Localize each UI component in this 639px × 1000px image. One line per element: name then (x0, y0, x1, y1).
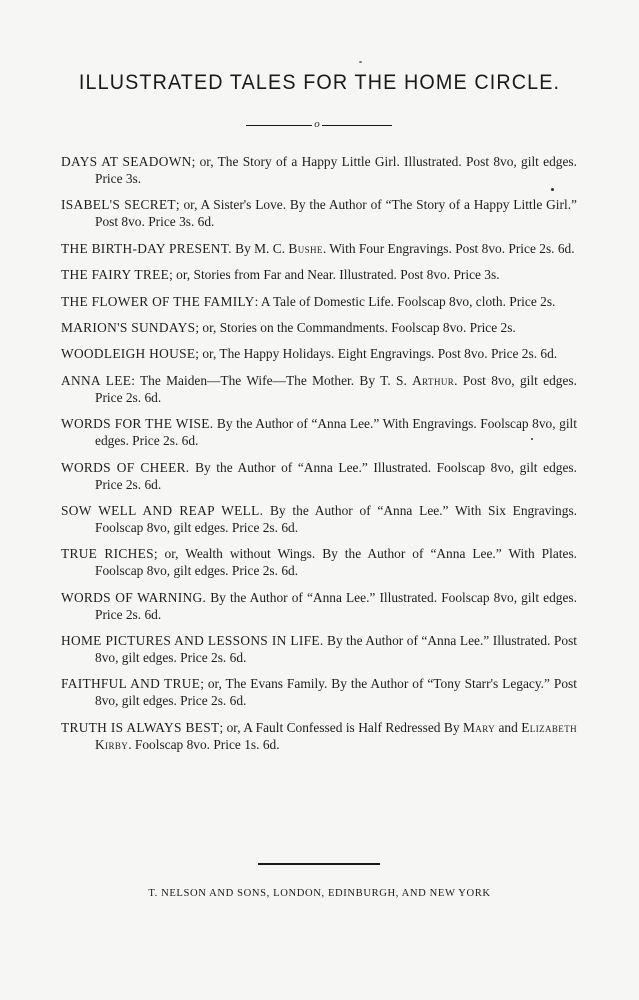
book-description: By the Author of “Anna Lee.” Illustrated. Post 8vo, gilt edges. Price 2s. 6d. (95, 633, 577, 666)
book-details: . Post 8vo, gilt edges. Price 2s. 6d. (95, 372, 577, 405)
book-description: ; or, Stories on the Commandments. Foolscap 8vo. Price 2s. (195, 319, 516, 335)
publisher-imprint: T. NELSON AND SONS, LONDON, EDINBURGH, AND NEW YORK (148, 888, 491, 899)
book-description: ; or, Wealth without Wings. By the Author of “Anna Lee.” With Plates. Foolscap 8vo, gilt edges. Price 2s. 6d. (95, 546, 577, 579)
book-author: Mary (462, 719, 495, 735)
print-speck (359, 61, 362, 63)
book-entry-woodleigh-house (61, 345, 577, 362)
book-entry-faithful-and-true (61, 675, 577, 709)
book-description: By the Author of “Anna Lee.” With Engravings. Foolscap 8vo, gilt edges. Price 2s. 6d. (95, 416, 577, 449)
print-speck (531, 438, 533, 440)
ornament-mark: o (314, 118, 320, 130)
book-title: TRUTH IS ALWAYS BEST (61, 719, 220, 735)
book-author: Elizabeth Kirby (95, 719, 577, 752)
book-description: ; or, A Sister's Love. By the Author of “The Story of a Happy Little Girl.” Post 8vo. Price 3s. 6d. (95, 197, 577, 230)
book-entry-days-at-seadown (61, 153, 577, 187)
book-title: THE FAIRY TREE (61, 267, 170, 283)
book-title: WOODLEIGH HOUSE (61, 346, 196, 362)
footer-rule (258, 863, 380, 865)
book-entry-flower-of-the-family (61, 293, 577, 310)
ornament-right-line (322, 125, 392, 126)
book-title: THE BIRTH-DAY PRESENT. (61, 240, 232, 256)
title-ornament-rule (246, 118, 392, 132)
ornament-left-line (246, 125, 312, 126)
book-description: ; or, Stories from Far and Near. Illustrated. Post 8vo. Price 3s. (169, 267, 500, 283)
book-title: ISABEL'S SECRET (61, 197, 176, 213)
book-title: WORDS FOR THE WISE. (61, 416, 214, 432)
book-entry-home-pictures (61, 632, 577, 666)
book-description: : A Tale of Domestic Life. Foolscap 8vo, cloth. Price 2s. (254, 293, 556, 309)
book-author: Arthur (412, 372, 455, 388)
book-entry-words-for-the-wise (61, 415, 577, 449)
book-description: ; or, The Evans Family. By the Author of “Tony Starr's Legacy.” Post 8vo, gilt edges. Price 2s. 6d. (95, 676, 577, 709)
book-entry-sow-well-and-reap-well (61, 502, 577, 536)
book-description: ; or, The Happy Holidays. Eight Engravings. Post 8vo. Price 2s. 6d. (195, 346, 558, 362)
book-entry-isabels-secret (61, 196, 577, 230)
book-description: : The Maiden—The Wife—The Mother. By T. S. (131, 372, 413, 388)
print-speck (551, 188, 554, 191)
book-author: Bushe (288, 240, 323, 256)
book-entry-words-of-cheer (61, 459, 577, 493)
book-title: TRUE RICHES (61, 546, 154, 562)
book-entry-anna-lee (61, 372, 577, 406)
page-title: ILLUSTRATED TALES FOR THE HOME CIRCLE. (78, 71, 561, 94)
book-details: . With Four Engravings. Post 8vo. Price 2s. 6d. (322, 240, 575, 256)
book-conjunction: and (495, 719, 522, 735)
book-title: ANNA LEE (61, 372, 132, 388)
book-description: By M. C. (231, 240, 289, 256)
book-entry-truth-is-always-best (61, 719, 577, 753)
book-title: WORDS OF CHEER. (61, 459, 190, 475)
book-entry-marions-sundays (61, 319, 577, 336)
book-title: MARION'S SUNDAYS (61, 319, 196, 335)
book-entry-fairy-tree (61, 266, 577, 283)
book-description: By the Author of “Anna Lee.” Illustrated. Foolscap 8vo, gilt edges. Price 2s. 6d. (95, 589, 577, 622)
book-details: . Foolscap 8vo. Price 1s. 6d. (128, 736, 280, 752)
book-title: SOW WELL AND REAP WELL. (61, 502, 264, 518)
book-title: WORDS OF WARNING. (61, 589, 207, 605)
book-title: THE FLOWER OF THE FAMILY (61, 293, 255, 309)
book-title: HOME PICTURES AND LESSONS IN LIFE. (61, 633, 324, 649)
book-description: ; or, A Fault Confessed is Half Redressed By (219, 719, 463, 735)
book-description: By the Author of “Anna Lee.” Illustrated. Foolscap 8vo, gilt edges. Price 2s. 6d. (95, 459, 577, 492)
book-description: ; or, The Story of a Happy Little Girl. Illustrated. Post 8vo, gilt edges. Price 3s. (95, 154, 577, 186)
book-title: DAYS AT SEADOWN (61, 154, 192, 169)
book-title: FAITHFUL AND TRUE (61, 676, 201, 692)
book-list (61, 153, 577, 762)
book-entry-birth-day-present (61, 240, 577, 257)
book-description: By the Author of “Anna Lee.” With Six Engravings. Foolscap 8vo, gilt edges. Price 2s. 6d. (95, 502, 578, 535)
book-entry-true-riches (61, 545, 577, 579)
book-entry-words-of-warning (61, 589, 577, 623)
